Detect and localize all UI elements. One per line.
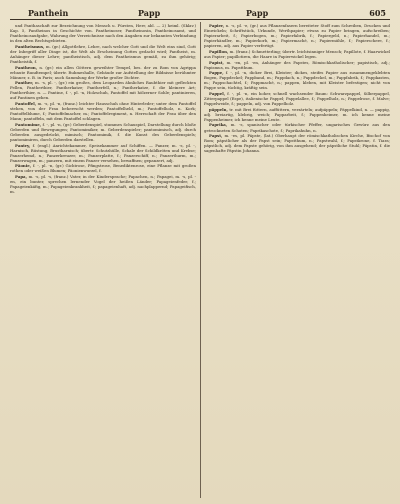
entry-headword: Paprika, bbox=[209, 122, 228, 128]
dictionary-entry bbox=[10, 122, 196, 142]
entry-text: m. -s, pl. -n, (franz.) leichter Hausschuh ohne Hinterleder; unter dem Pantoffel stehen, von der Frau beherrscht werden; Pantoffelheld, m.; Pantoffelholz, n. Kork; Pantoffelblume, f.; Pantoffelmacher, m.; Pantoffelregiment, n. Herrschaft der Frau über den Mann; pantoffeln, mit dem Pantoffel schlagen. bbox=[10, 101, 196, 122]
dictionary-entry bbox=[10, 163, 196, 173]
dictionary-entry bbox=[10, 143, 196, 163]
entry-headword: päppeln, bbox=[209, 106, 228, 112]
dictionary-entry bbox=[10, 44, 196, 64]
entry-headword: Papst, bbox=[209, 133, 223, 139]
right-column bbox=[204, 23, 390, 498]
entry-text: tr. mit Brei füttern, auffüttern, verzärteln; aufpäppeln; Päppelkind, n. — pappig, adj. breiartig, klebrig, weich; Papparbeit, f.; Pappenheimer, m. ich kenne meine Pappenheimer, ich kenne meine Leute. bbox=[204, 106, 390, 122]
entry-text: f. -, pl. -n, (gr.) Geberdenspiel, stummes Schauspiel, Darstellung durch bloße Geberden und Bewegungen; Pantomimiker, m. Geberdenspieler; pantomimisch, adj. durch Geberden ausgedrückt, mimisch; Pantomimik, f. die Kunst des Geberdenspiels; pantomimiren, durch Geberden darstellen. bbox=[10, 121, 196, 142]
entry-text: m. -s, pl. -, (gr.) ein großes, dem Leoparden ähnliches Raubthier mit gefleckten Fellen, Pantherthier, Pantherkatze; Pantherfell, n.; Pantherkatze, f. die kleinere Art; Pantherthier, n. — Pantine, f. -, pl. -n, Holzschuh, Pantoffel mit hölzerner Sohle; pantinieren, auf Pantinen gehen. bbox=[10, 80, 196, 101]
column-divider bbox=[200, 22, 201, 498]
dictionary-entry bbox=[10, 23, 196, 43]
entry-text: f. -, pl. -n, dicker Brei, Kleister; dickes, steifes Papier aus zusammengeklebten Bogen, Pappdeckel; Pappband, m.; Pappdach, n.; Pappdeckel, m.; Pappfabrik, f.; Pappkasten, m.; Pappschachtel, f.; Pappmaché, n.; pappen, kleben, mit Kleister befestigen; nicht von Pappe sein, tüchtig, kräftig sein. bbox=[204, 70, 390, 91]
dictionary-entry bbox=[204, 70, 390, 90]
entry-text: f. -, pl. -n, ein hoher, schnell wachsender Baum: Schwarzpappel, Silberpappel, Zitterpappel (Espe), italienische Pappel; Pappelallee, f.; Pappelholz, n.; Pappelrose, f. Malve; Pappelweide, f.; pappeln, adj. von Pappelholz. bbox=[204, 90, 390, 107]
dictionary-entry bbox=[10, 80, 196, 100]
header-catchword-center-right: Papp bbox=[246, 8, 269, 18]
header-catchword-left: Panthein bbox=[28, 8, 69, 18]
dictionary-entry bbox=[10, 174, 196, 194]
dictionary-entry bbox=[204, 122, 390, 132]
entry-text: m. (gr.) Allgottlehre, Lehre, nach welcher Gott und die Welt eins sind, Gott der Inbegriff aller Dinge ist, die Welt als Erscheinung Gottes gedacht wird; Pantheist, m. Anhänger dieser Lehre; pantheistisch, adj. dem Pantheismus gemäß, zu ihm gehörig; Pantheistik, f. bbox=[10, 43, 196, 64]
entry-headword: Pantheismus, bbox=[15, 43, 45, 49]
dictionary-entry bbox=[204, 91, 390, 106]
header-rule bbox=[10, 19, 390, 20]
entry-headword: Pantoffel, bbox=[15, 101, 37, 107]
page-number: 605 bbox=[369, 8, 386, 18]
entry-headword: Pantomime, bbox=[15, 121, 42, 127]
entry-headword: Pappel, bbox=[209, 90, 226, 96]
entry-headword: Papist, bbox=[209, 59, 224, 65]
entry-text: f. (engl.) Anrichtekammer, Speisekammer auf Schiffen. — Panzer, m. -s, pl. -, Harnisch, Rüstung, Brustharnisch; übertr. Schutzhülle, Schale der Schildkröten und Krebse; Panzerhemd, n.; Panzerkreuzer, m.; Panzerplatte, f.; Panzerschiff, n.; Panzerthurm, m.; Panzerwagen, m.; panzern, mit einem Panzer versehen, bewaffnen; gepanzert, adj. bbox=[10, 142, 196, 163]
entry-headword: Pappe, bbox=[209, 70, 224, 76]
dictionary-entry bbox=[204, 49, 390, 59]
entry-text: m. (franz.) Schmetterling; übertr. leichtsinniger Mensch; Papillote, f. Haarwickel aus Papier; papillotiren, die Haare in Papierwickel legen. bbox=[204, 48, 390, 59]
dictionary-entry bbox=[10, 65, 196, 80]
dictionary-entry bbox=[204, 133, 390, 153]
entry-headword: Pantheon, bbox=[15, 64, 38, 70]
entry-headword: Päonie, bbox=[15, 163, 32, 169]
header-catchword-center-left: Papp bbox=[138, 8, 161, 18]
entry-headword: Papa, bbox=[15, 174, 27, 180]
entry-text: m. -s, spanischer oder türkischer Pfeffer, ungarisches Gewürz aus den getrockneten Schoten; Paprikaschote, f.; Paprikahuhn, n. bbox=[204, 122, 390, 133]
page-header bbox=[12, 6, 388, 20]
entry-text: n. (gr.) ein allen Göttern geweihter Tempel, bes. der zu Rom von Agrippa erbaute Rundtempel; übertr. Ruhmeshalle, Gebäude zur Aufstellung der Bildnisse berühmter Männer, z. B. in Paris; auch Sammlung der Werke großer Dichter. bbox=[10, 64, 196, 80]
entry-headword: Papillon, bbox=[209, 48, 229, 54]
left-column bbox=[10, 23, 196, 498]
entry-text: n. -s, pl. -e, (gr.) aus Pflanzenfasern bereiteter Stoff zum Schreiben, Drucken und Einwickeln; Schriftstück, Urkunde, Werthpapier; etwas zu Papier bringen, aufschreiben; Papierarbeit, f.; Papierbogen, m.; Papierfabrik, f.; Papiergeld, n.; Papierhandel, m.; Papierhändler, m.; Papierkorb, m.; Papiermaché, n.; Papiermühle, f.; Papierschere, f.; papieren, adj. aus Papier verfertigt. bbox=[204, 23, 390, 49]
dictionary-entry bbox=[204, 60, 390, 70]
dictionary-entry bbox=[204, 107, 390, 122]
entry-text: m. -en, pl. -en, Anhänger des Papstes, Römischkatholischer; papistisch, adj.; Papismus, m. Papstthum. bbox=[204, 59, 390, 70]
entry-text: f. -, pl. -n, (gr.) Gichtrose, Pfingstrose, Benediktenrose, eine Pflanze mit großen rothen oder weißen Blumen; Päonienwurzel, f. bbox=[10, 163, 196, 174]
entry-headword: Panther, bbox=[15, 80, 34, 86]
dictionary-entry bbox=[204, 23, 390, 48]
entry-headword: Pantry, bbox=[15, 142, 31, 148]
entry-text: m. -s, pl. -s, (franz.) Vater, in der Kindersprache; Papachen, n.; Papagei, m. -s, pl. -en, ein bunter, sprechen lernender Vogel der heißen Länder; Papageienfeder, f.; Papageienkäfig, m.; Papageienkrankheit, f.; papageienhaft, adj. nachplappernd; Papageifisch, m. bbox=[10, 174, 196, 195]
entry-text: und Panthaschaft zur Bezeichnung von Mensch u. Fürsten, Herr, abl. — 2) heiml. (Sklav.) Kap. 5, Pantheinos in Geschichte von. Pantheinoser, Pantheinosin, Pantheinosamt, und Pantheinosaufgabe, Wahrung der Verzeichnisse nach den Angaben zur bekannten Verbindung in den alten Rechtsgebieten. bbox=[10, 23, 196, 44]
dictionary-entry bbox=[10, 101, 196, 121]
entry-headword: Papier, bbox=[209, 23, 225, 28]
entry-text: m. -es, pl. Päpste, (lat.) Oberhaupt der römischkatholischen Kirche, Bischof von Rom; päpstlicher als der Papst sein; Papstthum, n.; Papstwahl, f.; Papstkrone, f. Tiara; päpstlich, adj. dem Papste gehörig, von ihm ausgehend; der päpstliche Stuhl; Päpstin, f. die sagenhafte Päpstin Johanna. bbox=[204, 133, 390, 154]
